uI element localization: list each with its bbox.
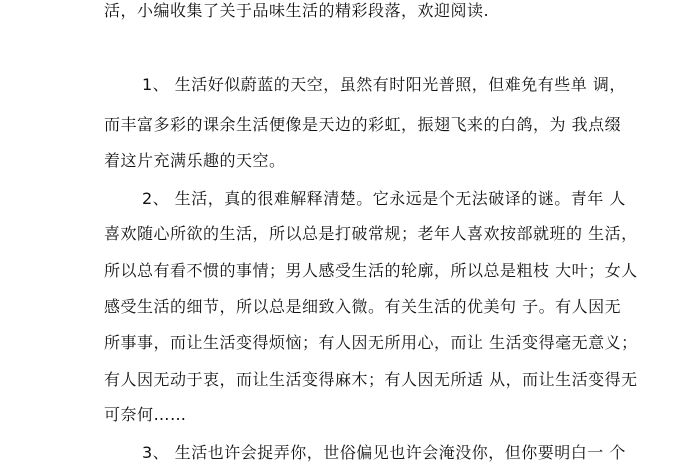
paragraph-2-line-6: 有人因无动于衷，而让生活变得麻木；有人因无所适 从，而让生活变得无	[104, 370, 638, 389]
intro-line: 活，小编收集了关于品味生活的精彩段落，欢迎阅读.	[104, 1, 490, 20]
paragraph-2-line-1: 2、 生活，真的很难解释清楚。它永远是个无法破译的谜。青年 人	[142, 189, 626, 208]
paragraph-1-line-3: 着这片充满乐趣的天空。	[104, 151, 286, 170]
paragraph-2-line-3: 所以总有看不惯的事情；男人感受生活的轮廓，所以总是粗枝 大叶；女人	[104, 261, 638, 280]
paragraph-1-line-1: 1、 生活好似蔚蓝的天空，虽然有时阳光普照，但难免有些单 调，	[142, 75, 626, 94]
paragraph-2-line-5: 所事事，而让生活变得烦恼；有人因无所用心，而让 生活变得毫无意义；	[104, 333, 638, 352]
paragraph-3-line-1: 3、 生活也许会捉弄你，世俗偏见也许会淹没你，但你要明白一 个	[142, 443, 626, 462]
paragraph-2-line-2: 喜欢随心所欲的生活，所以总是打破常规；老年人喜欢按部就班的 生活，	[104, 224, 638, 243]
paragraph-2-line-4: 感受生活的细节，所以总是细致入微。有关生活的优美句 子。有人因无	[104, 297, 622, 316]
paragraph-1-line-2: 而丰富多彩的课余生活便像是天边的彩虹，振翅飞来的白鸽，为 我点缀	[104, 115, 622, 134]
paragraph-2-line-7: 可奈何……	[104, 405, 187, 424]
